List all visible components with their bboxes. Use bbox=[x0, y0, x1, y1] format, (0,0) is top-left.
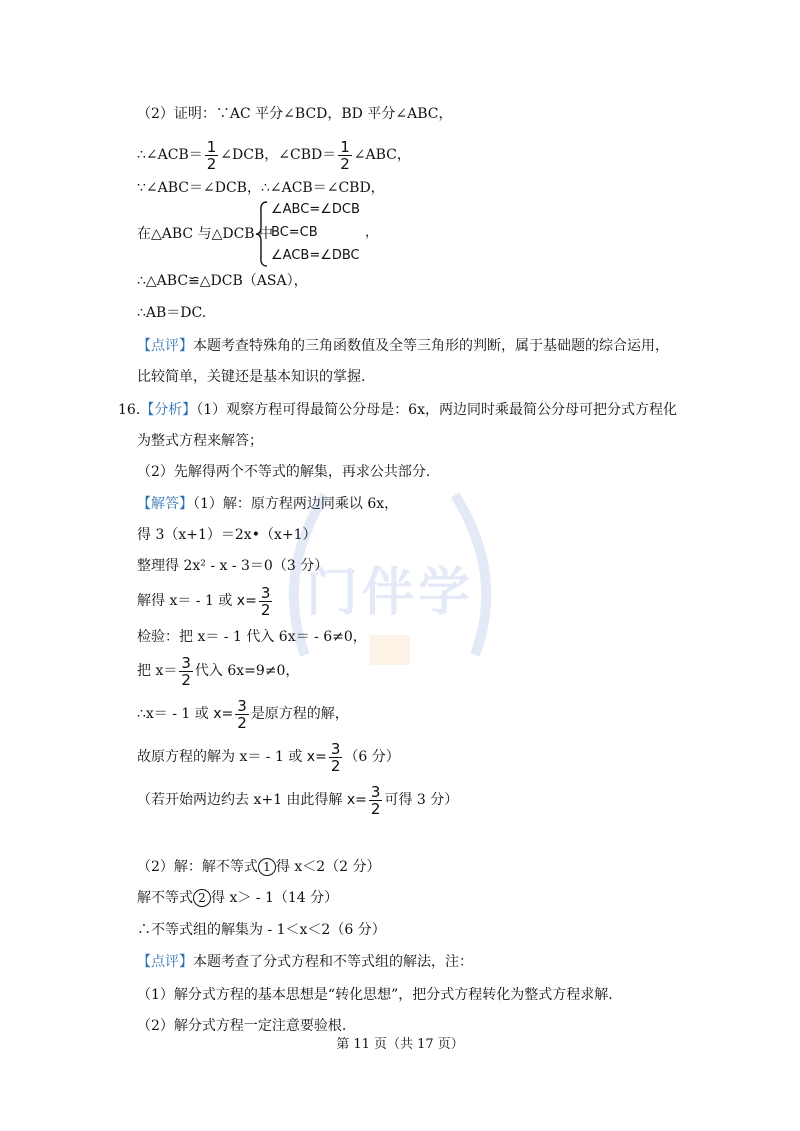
fraction-three-halves bbox=[235, 698, 249, 731]
circled-number-1: 1 bbox=[258, 858, 276, 876]
system-row-3: ∠ACB=∠DBC bbox=[271, 248, 360, 263]
text-segment: 把 x＝ bbox=[137, 663, 178, 679]
system-row-1: ∠ABC=∠DCB bbox=[271, 202, 360, 217]
text-segment: 是原方程的解， bbox=[250, 706, 349, 722]
left-brace-icon bbox=[255, 201, 269, 267]
in-triangles-line: 在△ABC 与△DCB 中 bbox=[137, 226, 274, 242]
fraction-denominator: 2 bbox=[330, 756, 341, 775]
fraction-denominator: 2 bbox=[206, 154, 217, 173]
fraction-three-halves bbox=[259, 585, 273, 618]
inequality-line-2 bbox=[137, 888, 338, 908]
equation-system bbox=[255, 201, 379, 267]
comment-line-16 bbox=[137, 952, 473, 972]
comment-point-2: （2）解分式方程一定注意要验根. bbox=[137, 1018, 347, 1034]
x-equals: x= bbox=[236, 593, 257, 609]
solution-text: （1）解：原方程两边同乘以 6x， bbox=[193, 496, 399, 512]
text-segment: ∴∠ACB＝ bbox=[137, 147, 203, 163]
comment-line-15 bbox=[137, 336, 669, 356]
comment-text: 本题考查特殊角的三角函数值及全等三角形的判断，属于基础题的综合运用， bbox=[193, 338, 669, 354]
comment-point-1: （1）解分式方程的基本思想是“转化思想”，把分式方程转化为整式方程求解. bbox=[137, 987, 613, 1003]
analysis-line-16 bbox=[118, 400, 677, 420]
fraction-numerator: 3 bbox=[330, 739, 341, 758]
text-segment: 代入 6x=9≠0， bbox=[194, 663, 300, 679]
text-segment: 解得 x＝ - 1 或 bbox=[137, 593, 237, 609]
check-line-2 bbox=[137, 652, 299, 690]
fraction-numerator: 3 bbox=[370, 782, 381, 801]
solution-tag: 【解答】 bbox=[137, 496, 193, 512]
fraction-numerator: 3 bbox=[260, 583, 271, 602]
step-simplify: 整理得 2x² - x - 3＝0（3 分） bbox=[137, 558, 329, 574]
fraction-numerator: 3 bbox=[237, 696, 247, 715]
fraction-denominator: 2 bbox=[340, 154, 350, 173]
page-footer: 第 11 页（共 17 页） bbox=[336, 1037, 464, 1052]
fraction-denominator: 2 bbox=[181, 670, 191, 689]
text-segment: （若开始两边约去 x+1 由此得解 bbox=[137, 792, 347, 808]
system-row-2: BC=CB bbox=[271, 225, 318, 240]
text-segment: （2）解：解不等式 bbox=[137, 859, 258, 875]
text-segment: ∴x＝ - 1 或 bbox=[137, 706, 214, 722]
analysis-text: （1）观察方程可得最简公分母是：6x，两边同时乘最简公分母可把分式方程化 bbox=[196, 402, 677, 418]
system-comma: ， bbox=[365, 225, 379, 240]
question-number: 16. bbox=[118, 402, 141, 418]
analysis-tag: 【分析】 bbox=[140, 402, 197, 418]
fraction-numerator: 1 bbox=[206, 137, 217, 156]
solution-line bbox=[137, 494, 398, 514]
half-angle-line bbox=[137, 136, 411, 174]
watermark-logo bbox=[265, 455, 515, 705]
step-get: 得 3（x+1）＝2x•（x+1） bbox=[137, 527, 317, 543]
fraction-denominator: 2 bbox=[260, 600, 271, 619]
text-segment: 解不等式 bbox=[137, 890, 193, 906]
analysis-part2: （2）先解得两个不等式的解集，再求公共部分. bbox=[137, 464, 431, 480]
fraction-three-halves bbox=[179, 655, 193, 688]
proof-intro: （2）证明：∵AC 平分∠BCD，BD 平分∠ABC， bbox=[137, 106, 453, 122]
fraction-denominator: 2 bbox=[370, 799, 381, 818]
final-answer-line bbox=[137, 738, 400, 776]
inequality-solution: ∴不等式组的解集为 - 1＜x＜2（6 分） bbox=[137, 922, 386, 938]
comment-line-15b: 比较简单，关键还是基本知识的掌握. bbox=[137, 369, 366, 385]
watermark-text: 门伴学 bbox=[305, 563, 474, 623]
text-segment: 得 x＞ - 1（14 分） bbox=[211, 890, 339, 906]
inequality-line-1 bbox=[137, 857, 381, 877]
fraction-three-halves bbox=[329, 741, 343, 774]
congruent-line: ∴△ABC≌△DCB（ASA）， bbox=[137, 273, 308, 289]
text-segment: ∠DCB，∠CBD＝ bbox=[220, 147, 337, 163]
text-segment: （6 分） bbox=[344, 749, 400, 765]
check-line-1: 检验：把 x＝ - 1 代入 6x＝ - 6≠0， bbox=[137, 629, 367, 645]
equal-angles-line: ∵∠ABC＝∠DCB，∴∠ACB＝∠CBD， bbox=[137, 180, 385, 196]
x-equals: x= bbox=[213, 706, 234, 722]
analysis-line-16b: 为整式方程来解答； bbox=[137, 433, 263, 449]
circled-number-2: 2 bbox=[193, 889, 211, 907]
fraction-half bbox=[338, 139, 352, 172]
fraction-numerator: 3 bbox=[181, 653, 191, 672]
comment-tag: 【点评】 bbox=[137, 954, 193, 970]
fraction-denominator: 2 bbox=[237, 713, 247, 732]
conclusion-line: ∴AB＝DC. bbox=[137, 305, 207, 321]
text-segment: 故原方程的解为 x＝ - 1 或 bbox=[137, 749, 307, 765]
text-segment: ∠ABC， bbox=[353, 147, 411, 163]
step-solve bbox=[137, 582, 274, 620]
comment-tag: 【点评】 bbox=[137, 338, 193, 354]
fraction-half bbox=[205, 139, 219, 172]
note-line bbox=[137, 781, 458, 819]
fraction-numerator: 1 bbox=[340, 137, 350, 156]
x-equals: x= bbox=[306, 749, 327, 765]
text-segment: 得 x＜2（2 分） bbox=[275, 859, 381, 875]
text-segment: 可得 3 分） bbox=[384, 792, 459, 808]
therefore-line bbox=[137, 695, 349, 733]
comment-text: 本题考查了分式方程和不等式组的解法，注： bbox=[193, 954, 473, 970]
x-equals: x= bbox=[346, 792, 367, 808]
fraction-three-halves bbox=[369, 784, 383, 817]
